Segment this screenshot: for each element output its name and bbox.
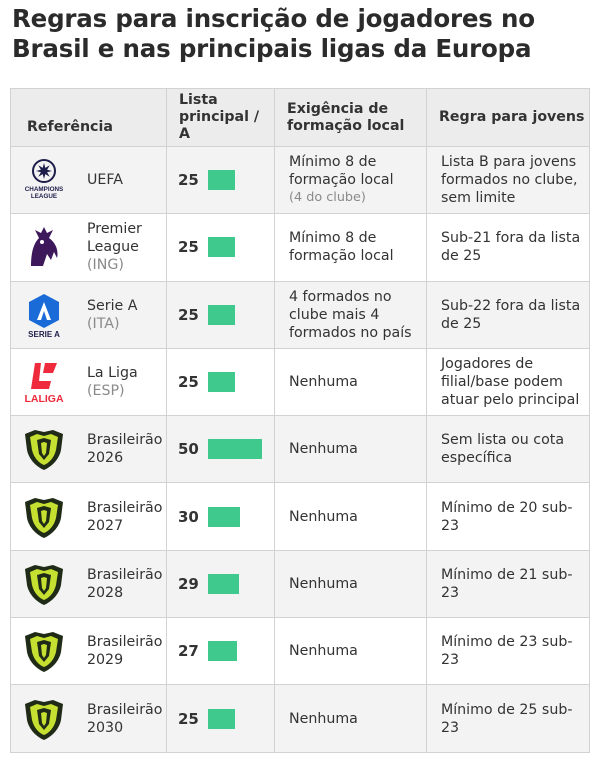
logo-text-champions: CHAMPIONS — [24, 186, 64, 194]
list-size-cell — [167, 618, 275, 685]
league-country: (ITA) — [87, 315, 120, 332]
local-rule-cell — [275, 685, 427, 752]
table-row — [11, 685, 590, 752]
brasileirao-icon — [21, 494, 67, 540]
reference-cell — [11, 214, 167, 281]
youth-rule-text: Mínimo de 21 sub-23 — [441, 566, 573, 601]
reference-cell — [11, 147, 167, 214]
logo-text-serie-a: SERIE A — [28, 329, 60, 338]
league-country: (ING) — [87, 257, 124, 274]
header-row — [11, 89, 590, 147]
local-rule-text: Nenhuma — [289, 508, 358, 525]
local-rule-cell — [275, 416, 427, 483]
serie-a-icon — [21, 292, 67, 338]
league-name: Serie A — [87, 297, 138, 314]
local-rule-text: Mínimo 8 de formação local — [289, 230, 394, 265]
brasileirao-icon — [21, 696, 67, 742]
table-row — [11, 147, 590, 214]
youth-rule-text: Sub-21 fora da lista de 25 — [441, 230, 581, 265]
league-name: Brasileirão 2029 — [87, 634, 163, 669]
table-body — [11, 147, 590, 753]
local-rule-text: Nenhuma — [289, 374, 358, 391]
list-size-bar — [208, 439, 262, 459]
list-size-value: 25 — [178, 373, 199, 392]
list-size-bar — [208, 709, 235, 729]
youth-rule-text: Sub-22 fora da lista de 25 — [441, 297, 581, 332]
brasileirao-icon — [21, 426, 67, 472]
league-name: UEFA — [87, 172, 123, 189]
list-size-value: 25 — [178, 171, 199, 190]
local-rule-note: (4 do clube) — [289, 190, 366, 206]
youth-rule-cell — [427, 281, 590, 348]
list-size-bar — [208, 574, 239, 594]
logo-text-laliga: LALIGA — [24, 393, 64, 406]
table-row — [11, 281, 590, 348]
youth-rule-text: Mínimo de 23 sub-23 — [441, 634, 573, 669]
league-country: (ESP) — [87, 383, 125, 400]
reference-cell — [11, 348, 167, 415]
list-size-value: 25 — [178, 305, 199, 324]
list-size-bar — [208, 507, 240, 527]
table-row — [11, 550, 590, 617]
list-size-cell — [167, 348, 275, 415]
table-row — [11, 348, 590, 415]
logo-text-league: LEAGUE — [30, 193, 58, 201]
list-size-cell — [167, 147, 275, 214]
reference-cell — [11, 281, 167, 348]
rules-table — [10, 88, 590, 753]
list-size-bar — [208, 305, 235, 325]
youth-rule-text: Lista B para jovens formados no clube, sem limite — [441, 154, 578, 207]
header-reference: Referência — [11, 89, 167, 147]
brasileirao-icon — [21, 561, 67, 607]
youth-rule-cell — [427, 416, 590, 483]
list-size-bar — [208, 641, 237, 661]
youth-rule-cell — [427, 550, 590, 617]
league-name: Premier League — [87, 221, 142, 256]
local-rule-text: Nenhuma — [289, 575, 358, 592]
list-size-cell — [167, 281, 275, 348]
list-size-value: 25 — [178, 709, 199, 728]
reference-cell — [11, 685, 167, 752]
youth-rule-cell — [427, 618, 590, 685]
youth-rule-text: Mínimo de 25 sub-23 — [441, 701, 573, 736]
youth-rule-cell — [427, 685, 590, 752]
chart-title: Regras para inscrição de jogadores no Brasil e nas principais ligas da Europa — [12, 4, 535, 63]
la-liga-icon — [21, 359, 67, 405]
reference-cell — [11, 618, 167, 685]
local-rule-text: Mínimo 8 de formação local — [289, 154, 394, 189]
local-rule-text: Nenhuma — [289, 441, 358, 458]
table-row — [11, 214, 590, 281]
header-list: Lista principal / A — [167, 89, 275, 147]
league-name: Brasileirão 2027 — [87, 499, 163, 534]
list-size-bar — [208, 170, 235, 190]
list-size-cell — [167, 483, 275, 550]
local-rule-cell — [275, 483, 427, 550]
reference-cell — [11, 416, 167, 483]
local-rule-cell — [275, 147, 427, 214]
uefa-champions-league-icon — [21, 157, 67, 203]
local-rule-cell — [275, 348, 427, 415]
list-size-bar — [208, 372, 235, 392]
list-size-bar — [208, 237, 235, 257]
reference-cell — [11, 550, 167, 617]
list-size-cell — [167, 416, 275, 483]
list-size-value: 25 — [178, 238, 199, 257]
header-local: Exigência de formação local — [275, 89, 427, 147]
list-size-cell — [167, 214, 275, 281]
header-youth: Regra para jovens — [427, 89, 590, 147]
local-rule-text: Nenhuma — [289, 643, 358, 660]
local-rule-text: 4 formados no clube mais 4 formados no país — [289, 288, 412, 341]
local-rule-cell — [275, 214, 427, 281]
table-row — [11, 618, 590, 685]
table-row — [11, 416, 590, 483]
local-rule-text: Nenhuma — [289, 710, 358, 727]
list-size-cell — [167, 550, 275, 617]
league-name: La Liga — [87, 365, 138, 382]
youth-rule-cell — [427, 348, 590, 415]
list-size-value: 50 — [178, 440, 199, 459]
brasileirao-icon — [21, 628, 67, 674]
list-size-value: 30 — [178, 507, 199, 526]
youth-rule-text: Sem lista ou cota específica — [441, 432, 565, 467]
youth-rule-cell — [427, 147, 590, 214]
league-name: Brasileirão 2030 — [87, 701, 163, 736]
local-rule-cell — [275, 281, 427, 348]
youth-rule-text: Jogadores de filial/base podem atuar pelo principal — [441, 356, 580, 409]
league-name: Brasileirão 2026 — [87, 432, 163, 467]
reference-cell — [11, 483, 167, 550]
local-rule-cell — [275, 550, 427, 617]
league-name: Brasileirão 2028 — [87, 566, 163, 601]
premier-league-icon — [21, 224, 67, 270]
youth-rule-text: Mínimo de 20 sub-23 — [441, 499, 573, 534]
table-row — [11, 483, 590, 550]
list-size-value: 27 — [178, 642, 199, 661]
youth-rule-cell — [427, 214, 590, 281]
youth-rule-cell — [427, 483, 590, 550]
local-rule-cell — [275, 618, 427, 685]
list-size-cell — [167, 685, 275, 752]
list-size-value: 29 — [178, 574, 199, 593]
